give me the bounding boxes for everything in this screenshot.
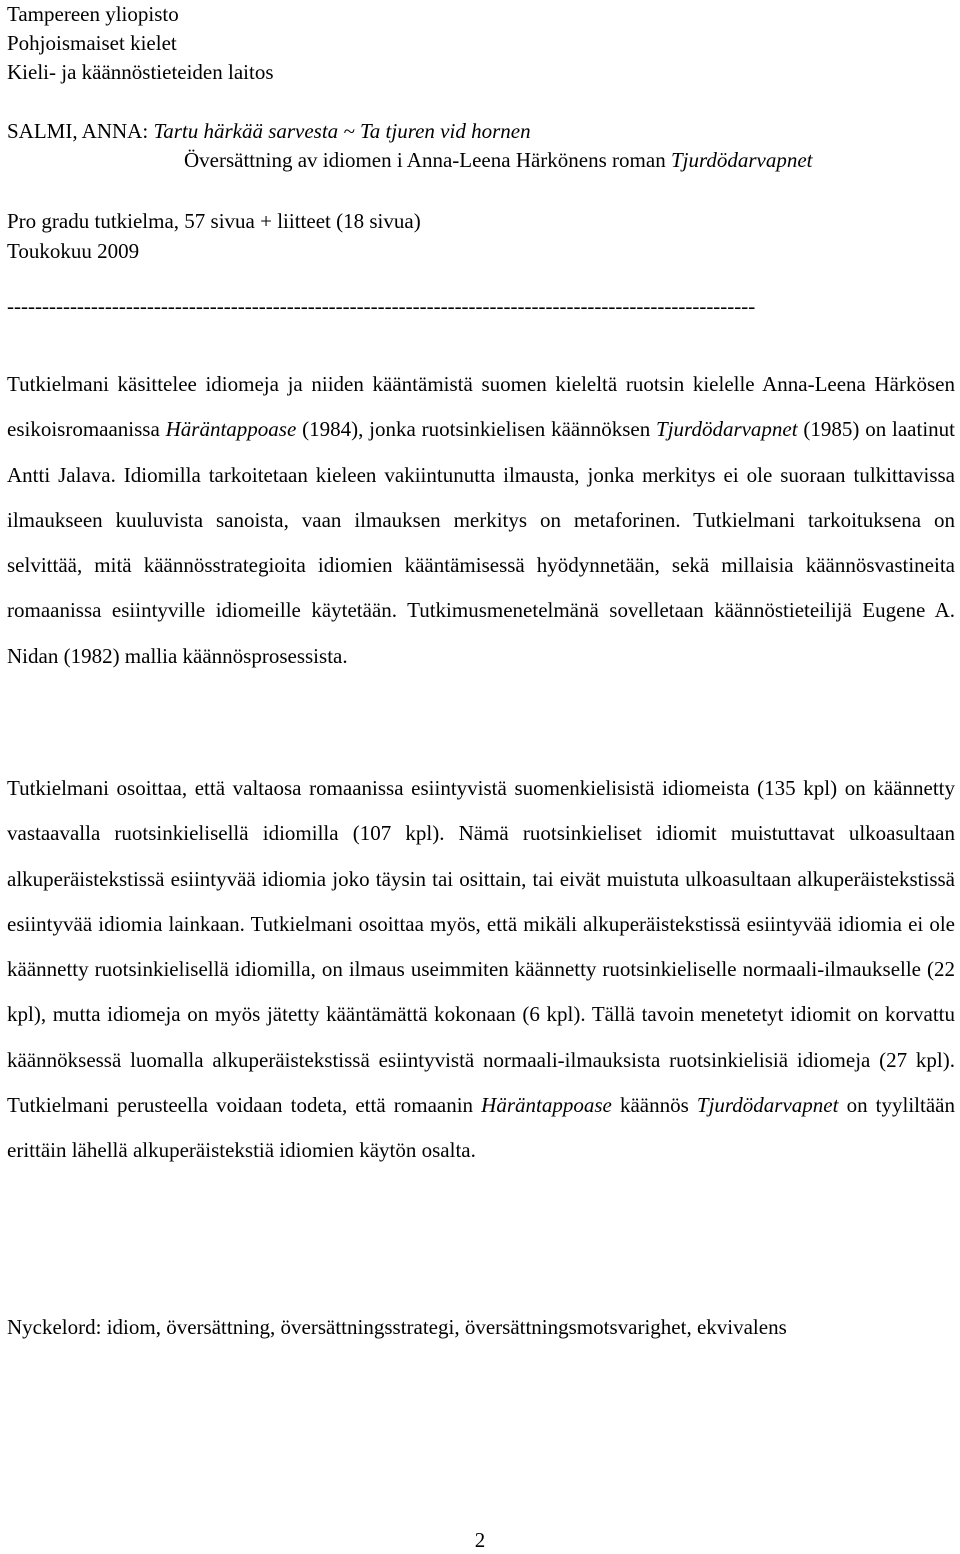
abstract-p1-text-a: Tutkielmani käsittelee idiomeja ja niiden kääntämistä suomen kieleltä ruotsin kielelle Anna-Leena Härkösen esikoisromaanissa xyxy=(7,372,955,442)
institute-name: Kieli- ja käännöstieteiden laitos xyxy=(7,60,274,84)
abstract-p2-novel-title: Häräntappoase xyxy=(481,1093,612,1118)
abstract-paragraph-1 xyxy=(7,362,955,679)
thesis-subtitle xyxy=(7,146,813,175)
abstract-paragraph-2 xyxy=(7,766,955,1174)
page-number: 2 xyxy=(474,1528,486,1552)
thesis-type: Pro gradu tutkielma, 57 sivua + liitteet (18 sivua) xyxy=(7,209,421,233)
thesis-title-block xyxy=(7,117,813,175)
abstract-p1-text-b: (1984), jonka ruotsinkielisen käännöksen xyxy=(296,417,657,442)
abstract-p2-text-b: käännös xyxy=(611,1093,697,1118)
dashed-divider: ----------------------------------------------------------------------------------------------------------- xyxy=(7,294,756,318)
abstract-p2-text-c: on tyyliltään erittäin lähellä alkuperäistekstiä idiomien käytön osalta. xyxy=(7,1093,955,1163)
abstract-p2-text-a: Tutkielmani osoittaa, että valtaosa romaanissa esiintyvistä suomenkielisistä idiomeista (135 kpl) on käännetty vastaavalla ruotsinkielisellä idiomilla (107 kpl). Nämä ruotsinkieliset idiomit muistuttavat ulkoasultaan alkuperäistekstissä esiintyvää idiomia joko täysin tai osittain, tai eivät muistuta ulkoasultaan alkuperäistekstissä esiintyvää idiomia lainkaan. Tutkielmani osoittaa myös, että mikäli alkuperäistekstissä esiintyvää idiomia ei ole käännetty ruotsinkielisellä idiomilla, on ilmaus useimmiten käännetty ruotsinkieliselle normaali-ilmaukselle (22 kpl), mutta idiomeja on myös jätetty kääntämättä kokonaan (6 kpl). Tällä tavoin menetetyt idiomit on korvattu käännöksessä luomalla alkuperäistekstissä esiintyvistä normaali-ilmauksista ruotsinkielisiä idiomeja (27 kpl). Tutkielmani perusteella voidaan todeta, että romaanin xyxy=(7,776,955,1118)
department-name: Pohjoismaiset kielet xyxy=(7,31,177,55)
thesis-title: Tartu härkää sarvesta ~ Ta tjuren vid hornen xyxy=(153,119,531,143)
thesis-date: Toukokuu 2009 xyxy=(7,239,140,263)
keywords-paragraph: Nyckelord: idiom, översättning, översättningsstrategi, översättningsmotsvarighet, ekvivalens xyxy=(7,1315,787,1339)
abstract-p1-translation-title: Tjurdödarvapnet xyxy=(656,417,798,442)
abstract-p2-translation-title: Tjurdödarvapnet xyxy=(696,1093,839,1118)
abstract-p1-text-c: (1985) on laatinut Antti Jalava. Idiomilla tarkoitetaan kieleen vakiintunutta ilmausta, jonka merkitys ei ole suoraan tulkittavissa ilmaukseen kuuluvista sanoista, vaan ilmauksen merkitys on metaforinen. Tutkielmani tarkoituksena on selvittää, mitä käännösstrategioita idiomien kääntämisessä hyödynnetään, sekä millaisia käännösvastineita romaanissa esiintyville idiomeille käytetään. Tutkimusmenetelmänä sovelletaan käännöstieteilijä Eugene A. Nidan (1982) mallia käännösprosessista. xyxy=(7,417,955,668)
abstract-p1-novel-title: Häräntappoase xyxy=(165,417,297,442)
thesis-author: SALMI, ANNA: xyxy=(7,119,149,143)
document-header xyxy=(7,0,274,87)
thesis-subtitle-text: Översättning av idiomen i Anna-Leena Härkönens roman xyxy=(184,148,666,172)
thesis-subtitle-novel: Tjurdödarvapnet xyxy=(670,148,813,172)
university-name: Tampereen yliopisto xyxy=(7,2,179,26)
thesis-meta xyxy=(7,206,421,266)
